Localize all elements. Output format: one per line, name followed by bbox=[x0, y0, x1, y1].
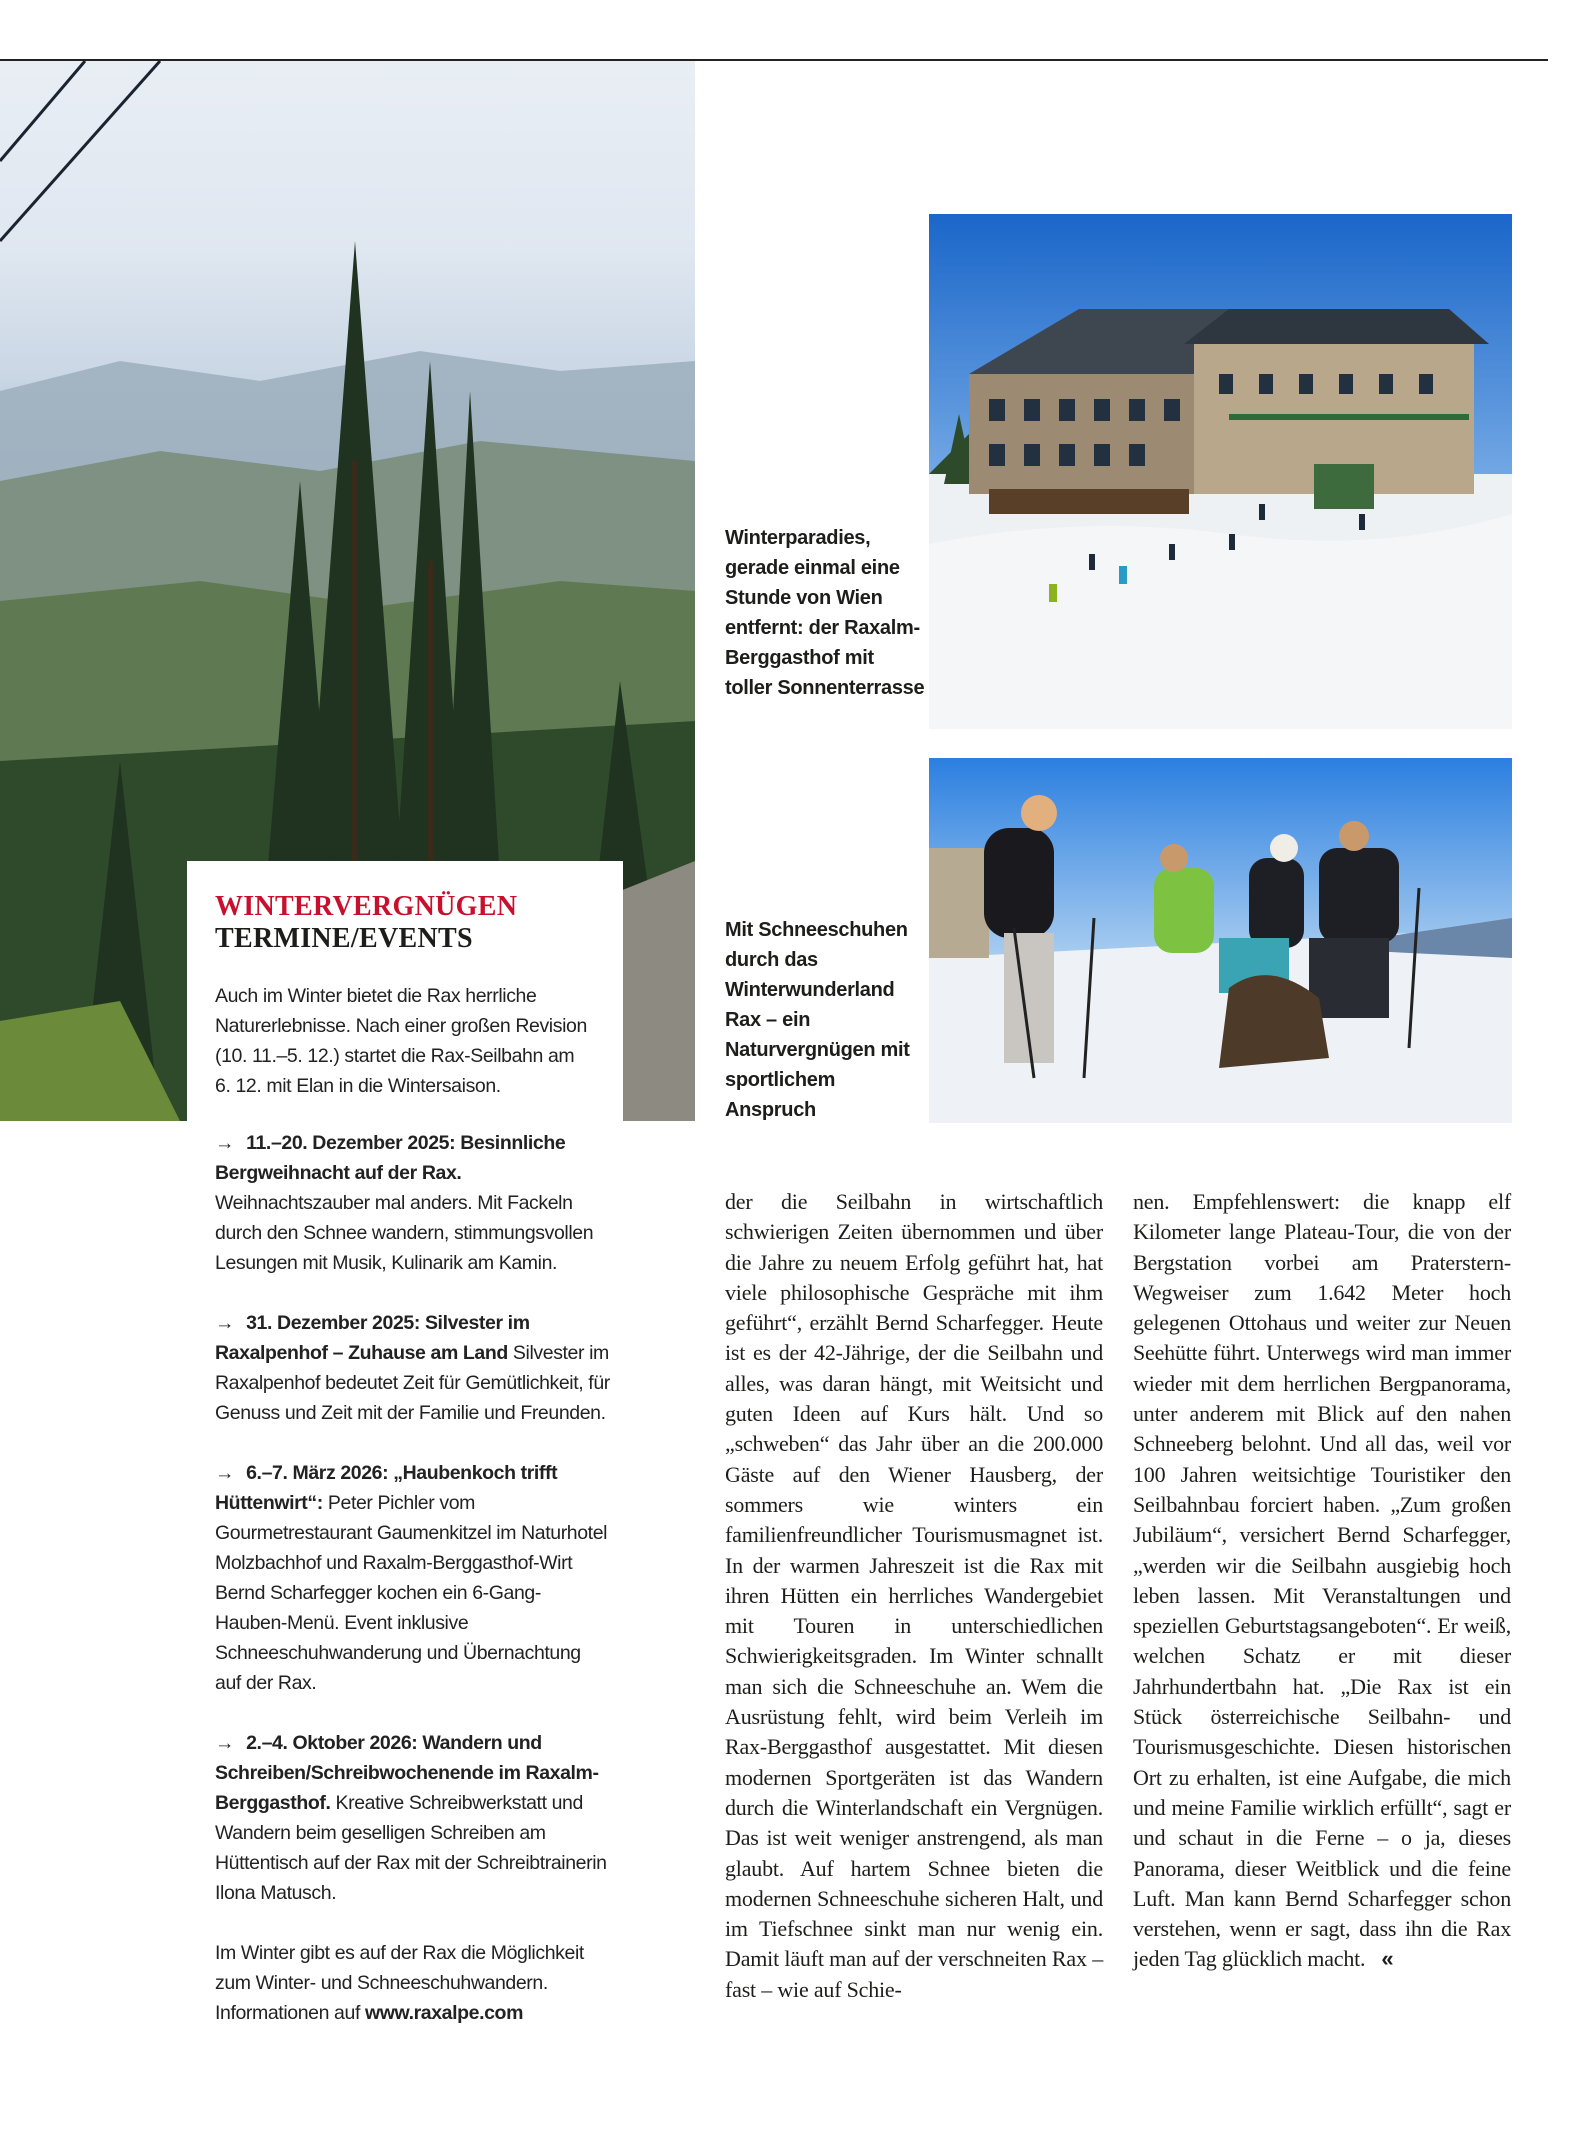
events-title: TERMINE/EVENTS bbox=[215, 923, 473, 954]
event-heading: 11.–20. Dezember 2025: Besinnliche Bergweihnacht auf der Rax. bbox=[215, 1132, 566, 1184]
event-item bbox=[215, 1128, 610, 1278]
end-mark: « bbox=[1381, 1946, 1394, 1972]
event-text: Weihnachtszauber mal anders. Mit Fackeln durch den Schnee wandern, stimmungsvollen Lesungen mit Musik, Kulinarik am Kamin. bbox=[215, 1192, 594, 1274]
event-heading: 31. Dezember 2025: Silvester im Raxalpenhof – Zuhause am Land bbox=[215, 1312, 530, 1364]
photo-raxalm-berggasthof bbox=[929, 214, 1512, 729]
events-intro: Auch im Winter bietet die Rax herrliche Naturerlebnisse. Nach einer großen Revision (10. 11.–5. 12.) startet die Rax-Seilbahn am 6. 12. mit Elan in die Wintersaison. bbox=[215, 985, 587, 1097]
arrow-icon: → bbox=[215, 1732, 235, 1754]
event-text: Peter Pichler vom Gourmetrestaurant Gaumenkitzel im Naturhotel Molzbachhof und Raxalm-Berggasthof-Wirt Bernd Scharfegger kochen ein 6-Gang-Hauben-Menü. Event inklusive Schneeschuhwanderung und Übernachtung auf der Rax. bbox=[215, 1492, 608, 1694]
hotel-photo-illustration bbox=[929, 214, 1512, 729]
events-kicker: WINTERVERGNÜGEN bbox=[215, 891, 518, 922]
events-list bbox=[215, 1128, 610, 2028]
arrow-icon: → bbox=[215, 1312, 235, 1334]
photo-snowshoe-hikers bbox=[929, 758, 1512, 1123]
event-item bbox=[215, 1308, 610, 1428]
events-box bbox=[187, 861, 623, 1121]
website-link[interactable]: www.raxalpe.com bbox=[365, 2002, 524, 2024]
event-item bbox=[215, 1728, 610, 1908]
caption-snowshoe: Mit Schneeschuhen durch das Winterwunderland Rax – ein Naturvergnügen mit sportlichem Anspruch bbox=[725, 919, 910, 1121]
body-column-1: der die Seilbahn in wirtschaftlich schwierigen Zeiten übernommen und über die Jahre zu neuem Erfolg geführt hat, hat viele philosophische Gespräche mit ihm geführt“, erzählt Bernd Scharfegger. Heute ist es der 42-Jährige, der die Seilbahn und alles, was daran hängt, mit Weitsicht und guten Ideen auf Kurs hält. Und so „schweben“ das Jahr über an die 200.000 Gäste auf den Wiener Hausberg, der sommers wie winters ein familienfreundlicher Tourismusmagnet ist. In der warmen Jahreszeit ist die Rax mit ihren Hütten ein herrliches Wandergebiet mit Touren in unterschiedlichen Schwierigkeitsgraden. Im Winter schnallt man sich die Schneeschuhe an. Wem die Ausrüstung fehlt, wird beim Verleih im Rax-Berggasthof ausgestattet. Mit diesen modernen Sportgeräten ist das Wandern durch die Winterlandschaft ein Vergnügen. Das ist weit weniger anstrengend, als man glaubt. Auf hartem Schnee bieten die modernen Schneeschuhe sicheren Halt, und im Tiefschnee sinkt man nur wenig ein. Damit läuft man auf der verschneiten Rax – fast – wie auf Schie- bbox=[725, 1189, 1103, 2002]
footer-text: Im Winter gibt es auf der Rax die Möglichkeit zum Winter- und Schneeschuhwandern. Informationen auf bbox=[215, 1942, 584, 2024]
event-heading: 2.–4. Oktober 2026: Wandern und Schreiben/Schreibwochenende im Raxalm-Berggasthof. bbox=[215, 1732, 599, 1814]
event-item bbox=[215, 1458, 610, 1698]
footer-info bbox=[215, 1938, 610, 2028]
body-column-2 bbox=[1133, 1187, 1511, 1975]
event-text: Silvester im Raxalpenhof bedeutet Zeit für Gemütlichkeit, für Genuss und Zeit mit der Familie und Freunden. bbox=[215, 1342, 610, 1424]
caption-hotel: Winterparadies, gerade einmal eine Stunde von Wien entfernt: der Raxalm-Berggasthof mit toller Sonnenterrasse bbox=[725, 527, 925, 699]
event-text: Kreative Schreibwerkstatt und Wandern beim geselligen Schreiben am Hüttentisch auf der Rax mit der Schreibtrainerin Ilona Matusch. bbox=[215, 1792, 607, 1904]
arrow-icon: → bbox=[215, 1462, 235, 1484]
body-column-2-text: nen. Empfehlenswert: die knapp elf Kilometer lange Plateau-Tour, die von der Bergstation vorbei am Praterstern-Wegweiser zum 1.642 Meter hoch gelegenen Ottohaus und weiter zur Neuen Seehütte führt. Unterwegs wird man immer wieder mit dem herrlichen Bergpanorama, unter anderem mit Blick auf den nahen Schneeberg belohnt. Und all das, weil vor 100 Jahren weitsichtige Touristiker den Seilbahnbau forciert haben. „Zum großen Jubiläum“, versichert Bernd Scharfegger, „werden wir die Seilbahn ausgiebig hoch leben lassen. Mit Veranstaltungen und speziellen Geburtstagsangeboten“. Er weiß, welchen Schatz er mit dieser Jahrhundertbahn hat. „Die Rax ist ein Stück österreichische Seilbahn- und Tourismusgeschichte. Diesen historischen Ort zu erhalten, ist eine Aufgabe, die mich und meine Familie wirklich erfüllt“, sagt er und schaut in die Ferne – o ja, dieses Panorama, dieser Weitblick und die feine Luft. Man kann Bernd Scharfegger schon verstehen, wenn er sagt, dass ihn die Rax jeden Tag glücklich macht. bbox=[1133, 1189, 1511, 1972]
event-heading: 6.–7. März 2026: „Haubenkoch trifft Hüttenwirt“: bbox=[215, 1462, 558, 1514]
arrow-icon: → bbox=[215, 1132, 235, 1154]
snowshoe-photo-illustration bbox=[929, 758, 1512, 1123]
